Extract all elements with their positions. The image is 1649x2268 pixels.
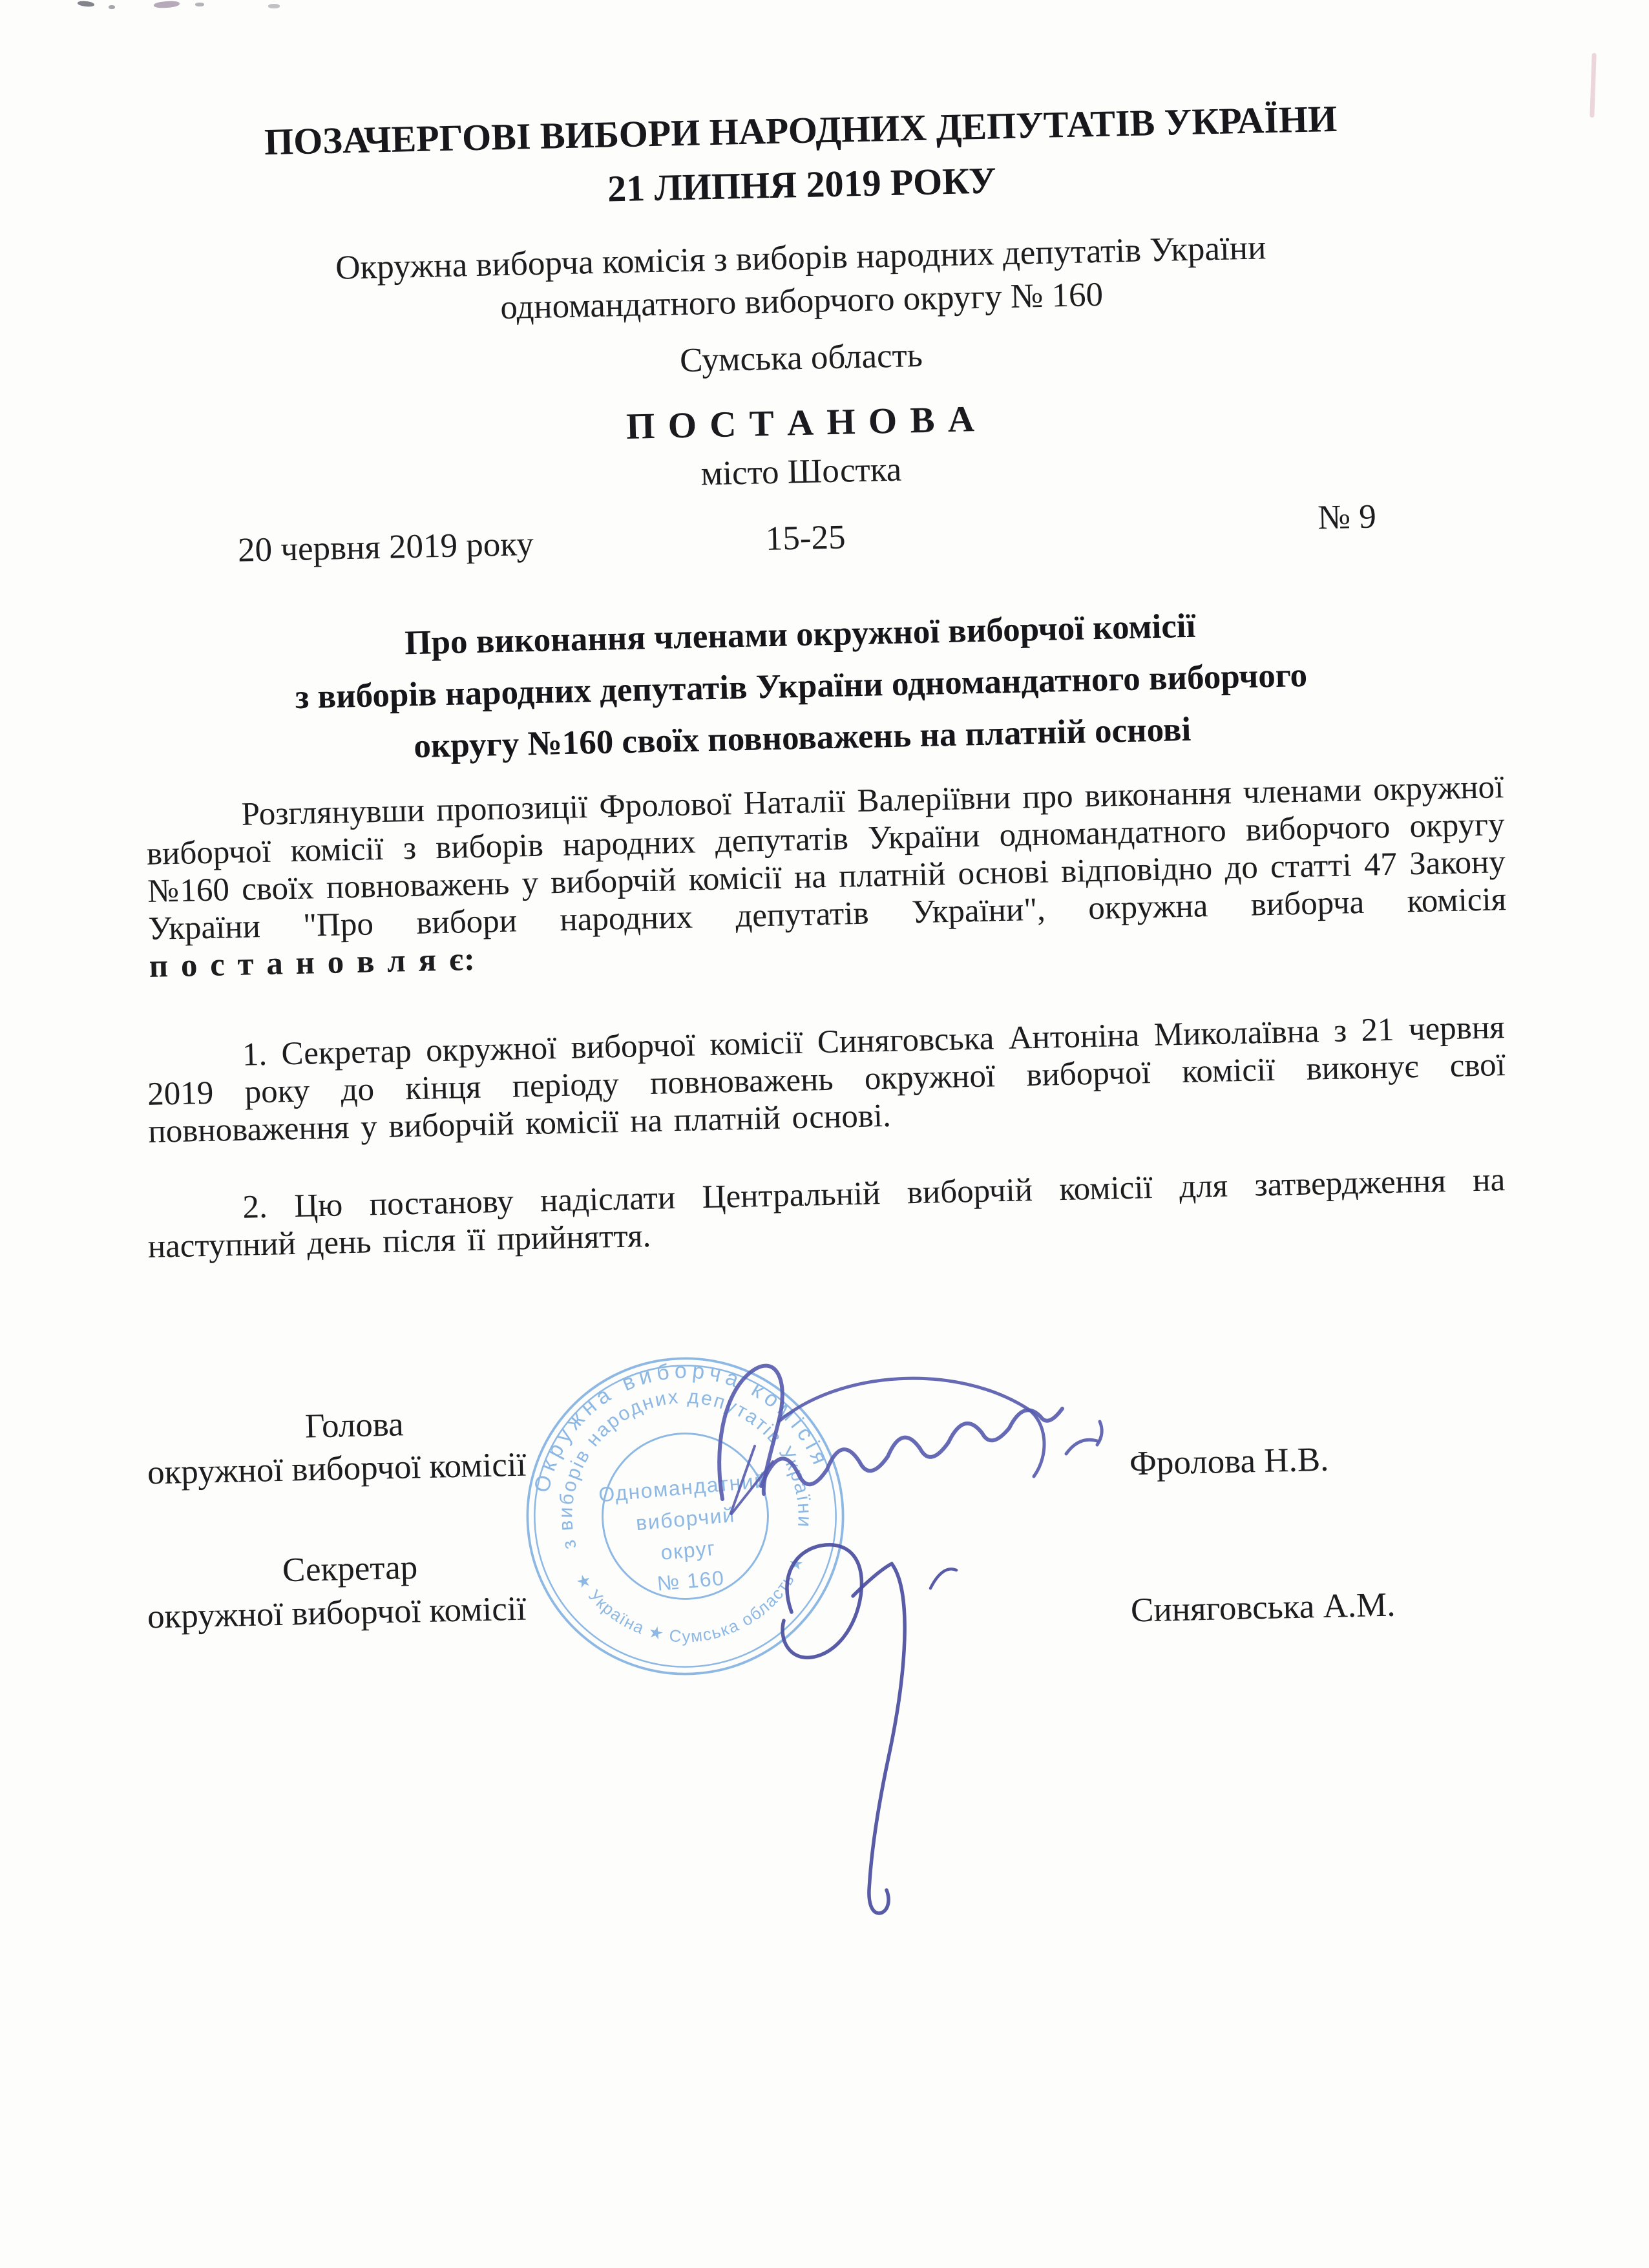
signature2-role-line1: Секретар xyxy=(282,1548,418,1590)
scan-artifact-speck xyxy=(78,1,95,8)
stamp-center-line3: округ xyxy=(660,1536,717,1564)
scan-artifact-speck xyxy=(109,5,115,9)
election-title xyxy=(0,86,1604,229)
stamp-ring-bottom-label: ★ Україна ★ Сумська область ★ xyxy=(572,1551,808,1646)
scan-artifact-speck xyxy=(268,4,280,8)
scan-artifact-speck xyxy=(154,1,180,9)
stamp-ring-inner-label: з виборів народних депутатів України xyxy=(555,1386,815,1552)
stamp-ring-top-label: Окружна виборча комісія xyxy=(530,1359,834,1495)
subject-heading xyxy=(0,591,1604,781)
synyahovska-signature xyxy=(782,1545,956,1913)
signature2-role-line2: окружної виборчої комісії xyxy=(147,1590,527,1636)
decision-number: № 9 xyxy=(1317,498,1377,537)
scan-artifact-speck xyxy=(195,3,204,6)
preamble-text: Розглянувши пропозиції Фролової Наталії Валеріївни про виконання членами окружної виборчої комісії з виборів народних депутатів України одномандатного виборчого округу №160 своїх повноважень у виборчій комісії на платній основі відповідно до статті 47 Закону України "Про вибори народних депутатів України", окружна виборча комісія xyxy=(146,769,1507,947)
signature1-name: Фролова Н.В. xyxy=(1129,1440,1329,1483)
subject-line3: округу №160 своїх повноважень на платній основі xyxy=(413,710,1192,766)
subject-line2: з виборів народних депутатів України одномандатного виборчого xyxy=(295,656,1308,717)
date-row xyxy=(0,500,1649,582)
city-name: місто Шостка xyxy=(700,450,902,493)
commission-name xyxy=(0,219,1603,341)
signature1-role-line2: окружної виборчої комісії xyxy=(147,1445,527,1492)
commission-name-line1: Окружна виборча комісія з виборів народних депутатів України xyxy=(335,229,1266,287)
commission-name-line2: одномандатного виборчого округу № 160 xyxy=(499,275,1104,327)
stamp-center-line4: № 160 xyxy=(656,1566,726,1595)
subject-line1: Про виконання членами окружної виборчої комісії xyxy=(404,607,1196,662)
election-title-line2: 21 ЛИПНЯ 2019 РОКУ xyxy=(607,159,997,210)
resolution-item-1: 1. Секретар окружної виборчої комісії Синяговська Антоніна Миколаївна з 21 червня 2019 року до кінця періоду повноважень окружної виборчої комісії виконує свої повноваження у виборчій комісії на платній основі. xyxy=(147,1009,1506,1150)
signature2-name: Синяговська А.М. xyxy=(1130,1586,1396,1630)
stamp-center-line2: виборчий xyxy=(635,1502,737,1535)
resolution-item-2: 2. Цю постанову надіслати Центральній виборчій комісії для затвердження на наступний день після її прийняття. xyxy=(147,1162,1506,1265)
decision-date: 20 червня 2019 року xyxy=(237,525,534,569)
stamp-center-line1: Одномандатний xyxy=(597,1468,768,1507)
document-type-heading: П О С Т А Н О В А xyxy=(625,399,977,447)
preamble-paragraph xyxy=(145,768,1507,985)
handwritten-signatures xyxy=(517,1305,1228,2016)
election-title-line1: ПОЗАЧЕРГОВІ ВИБОРИ НАРОДНИХ ДЕПУТАТІВ УКРАЇНИ xyxy=(264,97,1338,163)
frolova-signature xyxy=(719,1366,1102,1514)
decision-time: 15-25 xyxy=(765,518,846,558)
region-name: Сумська область xyxy=(679,336,923,380)
resolves-text: п о с т а н о в л я є: xyxy=(149,941,476,985)
signature1-role-line1: Голова xyxy=(304,1405,404,1445)
